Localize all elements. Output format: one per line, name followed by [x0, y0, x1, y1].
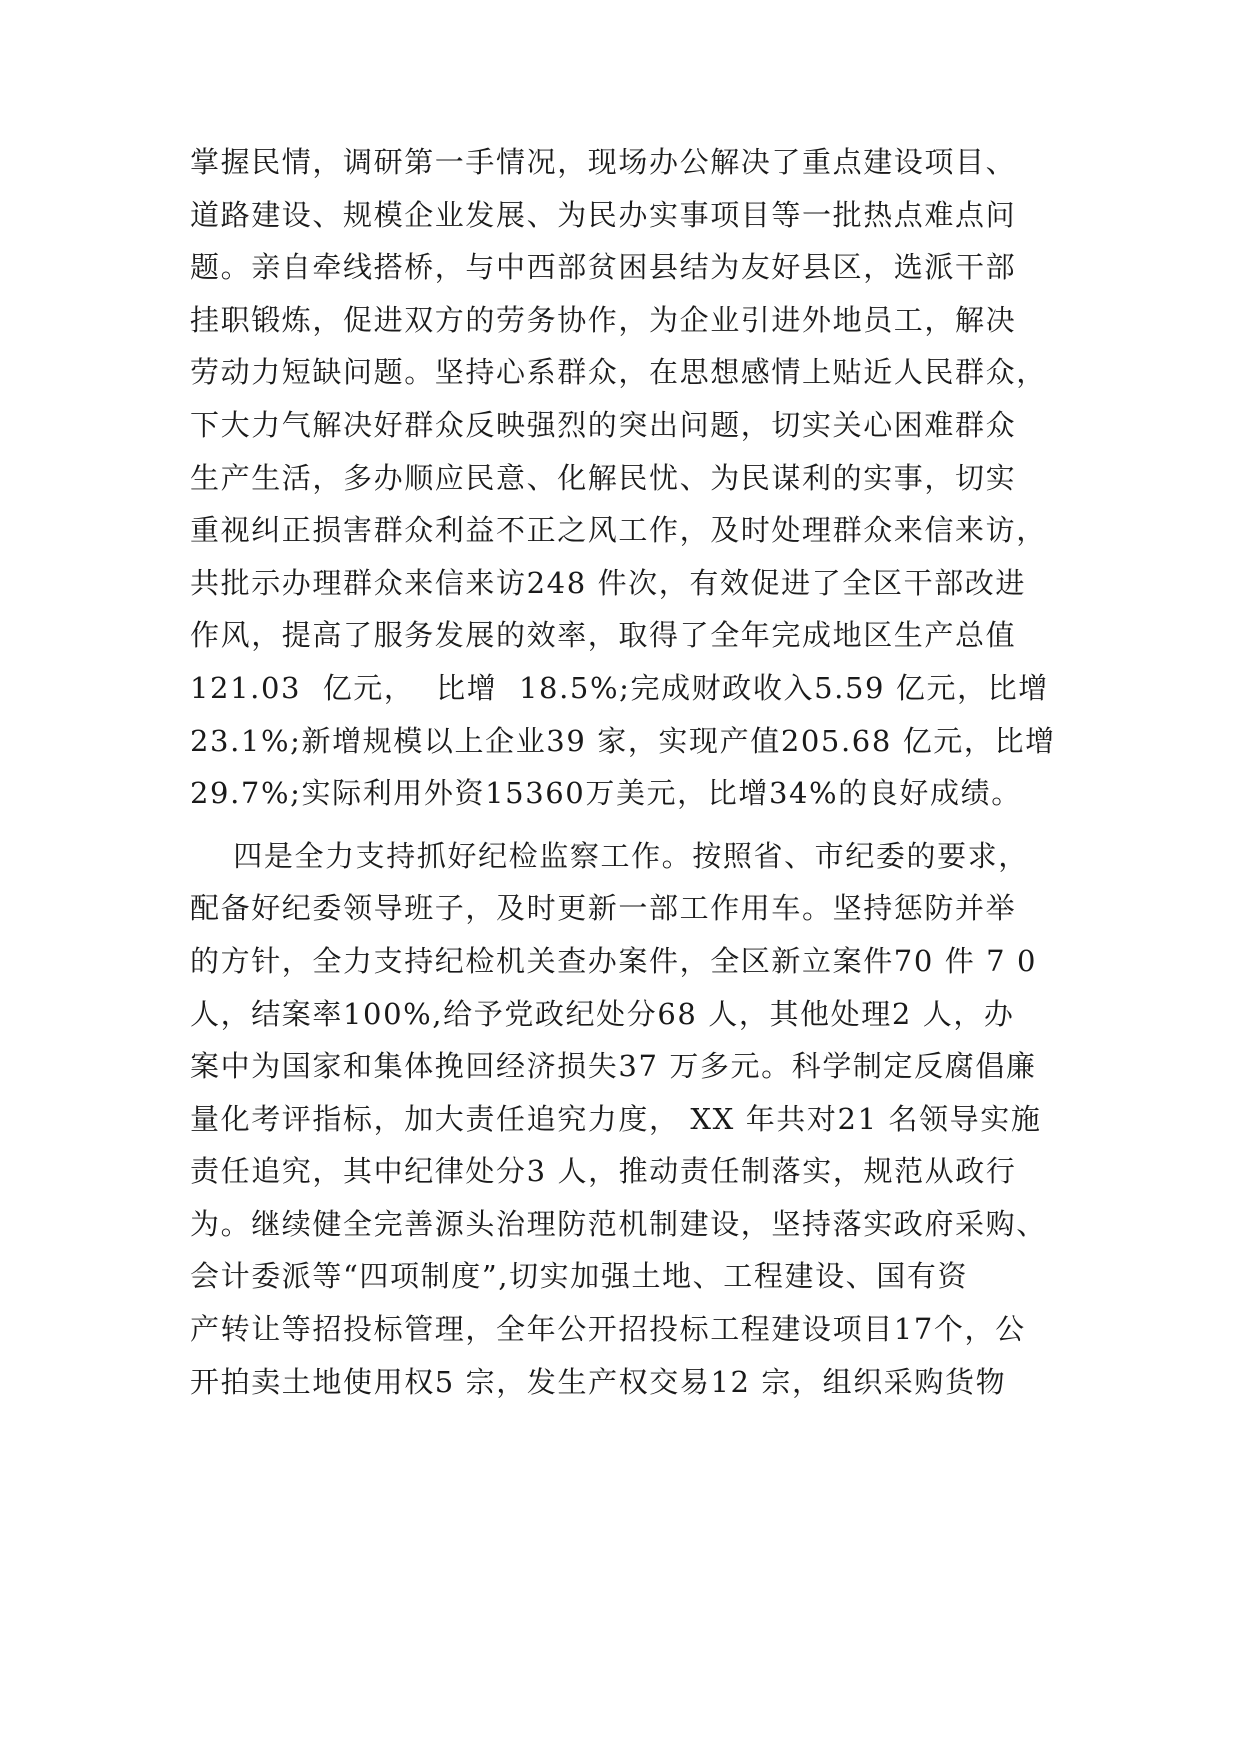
text-line: 掌握民情，调研第一手情况，现场办公解决了重点建设项目、 [190, 145, 1017, 179]
text-line: 23.1%;新增规模以上企业39 家，实现产值205.68 亿元，比增 [190, 723, 1056, 758]
text-line: 重视纠正损害群众利益不正之风工作，及时处理群众来信来访， [190, 513, 1047, 548]
text-line: 作风，提高了服务发展的效率，取得了全年完成地区生产总值 [190, 618, 1017, 653]
body-text [190, 136, 1070, 1408]
text-line: 产转让等招投标管理，全年公开招投标工程建设项目17个，公 [190, 1312, 1026, 1347]
text-line: 配备好纪委领导班子，及时更新一部工作用车。坚持惩防并举 [190, 891, 1017, 926]
text-line: 下大力气解决好群众反映强烈的突出问题，切实关心困难群众 [190, 407, 1017, 442]
text-line: 四是全力支持抓好纪检监察工作。按照省、市纪委的要求， [190, 838, 1029, 873]
paragraph-2 [190, 830, 1070, 1409]
text-line: 生产生活，多办顺应民意、化解民忧、为民谋利的实事，切实 [190, 460, 1017, 495]
paragraph-spacer [190, 820, 1070, 830]
text-line: 人，结案率100%,给予党政纪处分68 人，其他处理2 人，办 [190, 996, 1015, 1031]
text-line: 劳动力短缺问题。坚持心系群众，在思想感情上贴近人民群众， [190, 355, 1047, 390]
text-line: 开拍卖土地使用权5 宗，发生产权交易12 宗，组织采购货物 [190, 1364, 1007, 1399]
text-line: 会计委派等“四项制度”,切实加强土地、工程建设、国有资 [190, 1259, 969, 1294]
text-line: 的方针，全力支持纪检机关查办案件，全区新立案件70 件 7 0 [190, 943, 1038, 978]
text-line: 共批示办理群众来信来访248 件次，有效促进了全区干部改进 [190, 565, 1026, 600]
text-line: 29.7%;实际利用外资15360万美元，比增34%的良好成绩。 [190, 776, 1022, 811]
text-line: 道路建设、规模企业发展、为民办实事项目等一批热点难点问 [190, 197, 1017, 232]
text-line: 量化考评指标，加大责任追究力度， XX 年共对21 名领导实施 [190, 1101, 1042, 1136]
text-line: 责任追究，其中纪律处分3 人，推动责任制落实，规范从政行 [190, 1154, 1017, 1189]
text-line: 挂职锻炼，促进双方的劳务协作，为企业引进外地员工，解决 [190, 302, 1017, 337]
text-line: 题。亲自牵线搭桥，与中西部贫困县结为友好县区，选派干部 [190, 250, 1017, 285]
paragraph-1 [190, 136, 1070, 820]
text-line: 为。继续健全完善源头治理防范机制建设，坚持落实政府采购、 [190, 1206, 1047, 1241]
text-line: 案中为国家和集体挽回经济损失37 万多元。科学制定反腐倡廉 [190, 1049, 1037, 1084]
text-line: 121.03 亿元， 比增 18.5%;完成财政收入5.59 亿元，比增 [190, 670, 1049, 705]
